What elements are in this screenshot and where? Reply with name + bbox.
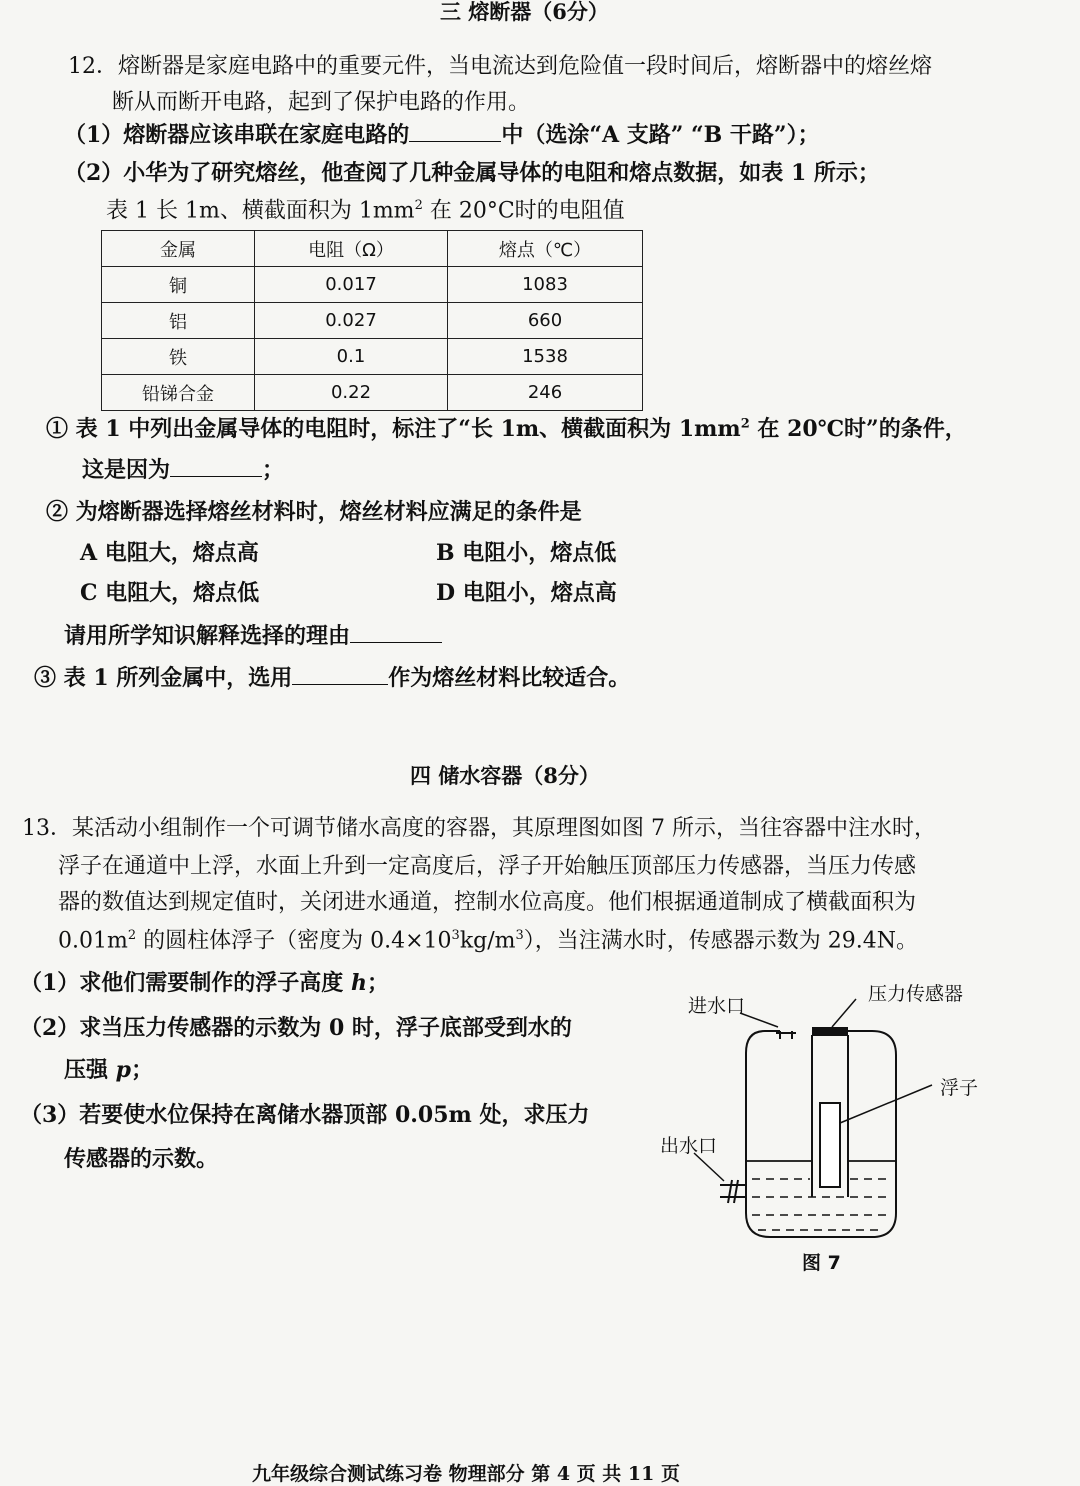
q12-reason-text: 请用所学知识解释选择的理由: [64, 623, 351, 649]
table-cell: 1538: [448, 339, 643, 375]
table-cell: 铅锑合金: [102, 375, 255, 411]
table-cell: 1083: [448, 267, 643, 303]
table-row: [102, 303, 643, 339]
q12-stem-line2: 断从而断开电路，起到了保护电路的作用。: [112, 90, 531, 115]
q12-stem-line1: 12．熔断器是家庭电路中的重要元件，当电流达到危险值一段时间后，熔断器中的熔丝熔: [68, 54, 932, 79]
q12-sub3-text-after: 作为熔丝材料比较适合。: [388, 665, 631, 691]
q13-text: 0.01m: [58, 928, 128, 954]
option-c[interactable]: C 电阻大，熔点低: [80, 580, 260, 606]
table-header: 金属: [102, 231, 255, 267]
q13-text: kg/m: [459, 928, 516, 954]
q12-sub1-sup: 2: [740, 416, 750, 432]
table-caption-text: 表 1 长 1m、横截面积为 1mm: [106, 198, 415, 224]
q12-reason: [64, 623, 442, 649]
q13-stem-line2: 浮子在通道中上浮，水面上升到一定高度后，浮子开始触压顶部压力传感器，当压力传感: [58, 854, 917, 879]
table-row: [102, 267, 643, 303]
leader-inlet: [740, 1013, 778, 1027]
q12-part1-text-after: 中（选涂“A 支路” “B 干路”）；: [501, 122, 820, 148]
q12-part1: [64, 122, 820, 148]
pressure-sensor: [812, 1027, 848, 1036]
table-cell: 0.22: [255, 375, 448, 411]
q12-sub1-line2-end: ；: [262, 457, 285, 483]
q12-sub1: [46, 416, 967, 442]
q12-sub3-text: ③ 表 1 所列金属中，选用: [34, 665, 293, 691]
container-diagram: [650, 975, 1010, 1285]
q13-text: 的圆柱体浮子（密度为 0.4×10: [136, 928, 452, 954]
label-outlet: 出水口: [660, 1135, 718, 1157]
q13-part3-line1: （3）若要使水位保持在离储水器顶部 0.05m 处，求压力: [20, 1102, 590, 1128]
answer-blank[interactable]: [292, 666, 388, 685]
table-caption-text-b: 在 20°C时的电阻值: [422, 198, 625, 224]
table-cell: 0.017: [255, 267, 448, 303]
leader-float: [840, 1085, 932, 1123]
option-a[interactable]: A 电阻大，熔点高: [80, 540, 259, 566]
q13-part2-line2: [64, 1057, 153, 1083]
answer-blank[interactable]: [409, 123, 501, 142]
option-b[interactable]: B 电阻小，熔点低: [436, 540, 617, 566]
q13-stem-line4: [58, 928, 918, 955]
q13-text: ），当注满水时，传感器示数为 29.4N。: [523, 928, 919, 954]
q13-part3-line2: 传感器的示数。: [64, 1146, 219, 1172]
table-cell: 0.027: [255, 303, 448, 339]
q12-part1-text: （1）熔断器应该串联在家庭电路的: [64, 122, 410, 148]
q13-part1: [20, 970, 389, 996]
table-cell: 铁: [102, 339, 255, 375]
page-footer: 九年级综合测试练习卷 物理部分 第 4 页 共 11 页: [252, 1463, 680, 1485]
q13-sup: 3: [451, 928, 460, 943]
q13-stem-line3: 器的数值达到规定值时，关闭进水通道，控制水位高度。他们根据通道制成了横截面积为: [58, 890, 917, 915]
label-inlet: 进水口: [688, 995, 746, 1017]
table-cell: 0.1: [255, 339, 448, 375]
figure-7: [650, 975, 1010, 1285]
metal-resistance-table: [101, 230, 643, 411]
table-header-row: [102, 231, 643, 267]
figure-caption: 图 7: [802, 1252, 841, 1274]
table-row: [102, 339, 643, 375]
q13-part1-var: h: [350, 970, 367, 996]
q12-sub1-line2: [82, 457, 284, 483]
table-cell: 246: [448, 375, 643, 411]
q13-sup: 2: [127, 928, 137, 943]
table-row: [102, 375, 643, 411]
table-header: 熔点（℃）: [448, 231, 643, 267]
q12-part2: （2）小华为了研究熔丝，他查阅了几种金属导体的电阻和熔点数据，如表 1 所示；: [64, 160, 880, 186]
q13-stem-line1: 13．某活动小组制作一个可调节储水高度的容器，其原理图如图 7 所示，当往容器中注水时，: [22, 816, 936, 841]
table-cell: 铜: [102, 267, 255, 303]
q13-sup: 3: [515, 928, 524, 943]
q12-sub1-line2-text: 这是因为: [82, 457, 171, 483]
q13-part2-var: p: [115, 1057, 132, 1083]
q12-sub2: ② 为熔断器选择熔丝材料时，熔丝材料应满足的条件是: [46, 499, 582, 525]
option-d[interactable]: D 电阻小，熔点高: [436, 580, 617, 606]
q13-part2-text: 压强: [64, 1057, 116, 1083]
q13-part2-end: ；: [131, 1057, 154, 1083]
table-caption-sup: 2: [414, 198, 423, 213]
q12-sub1-text-b: 在 20℃时”的条件，: [749, 416, 967, 442]
section-title-water-container: 四 储水容器（8分）: [410, 763, 600, 788]
q12-sub1-text: ① 表 1 中列出金属导体的电阻时，标注了“长 1m、横截面积为 1mm: [46, 416, 741, 442]
table-cell: 铝: [102, 303, 255, 339]
section-title-fuse: 三 熔断器（6分）: [440, 0, 609, 24]
answer-blank[interactable]: [170, 458, 262, 477]
leader-sensor: [832, 999, 856, 1027]
q13-part1-end: ；: [366, 970, 389, 996]
table-header: 电阻（Ω）: [255, 231, 448, 267]
q13-part2-line1: （2）求当压力传感器的示数为 0 时，浮子底部受到水的: [20, 1015, 572, 1041]
q13-part1-text: （1）求他们需要制作的浮子高度: [20, 970, 351, 996]
table-cell: 660: [448, 303, 643, 339]
label-float: 浮子: [940, 1077, 979, 1099]
outlet-valve: [728, 1180, 732, 1203]
outlet-valve: [734, 1180, 738, 1203]
label-pressure-sensor: 压力传感器: [868, 983, 964, 1005]
table-caption: [106, 198, 625, 225]
float: [820, 1103, 840, 1187]
q12-sub3: [34, 665, 630, 691]
answer-blank[interactable]: [350, 624, 442, 643]
